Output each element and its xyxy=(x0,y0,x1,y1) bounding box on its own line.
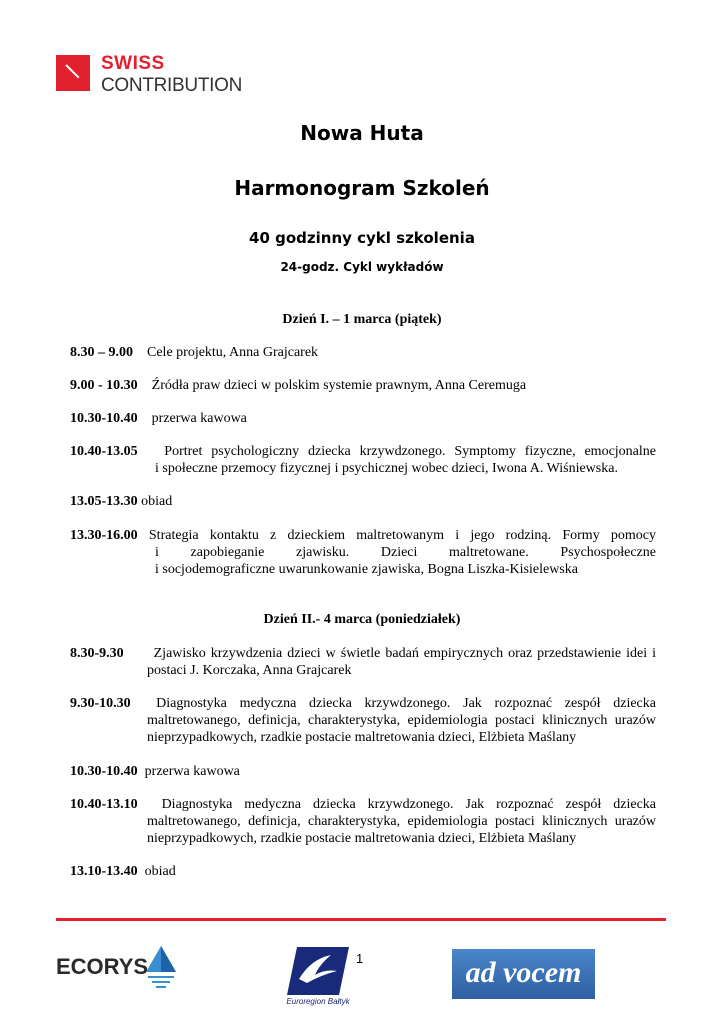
entry-text: nieprzypadkowych, rzadkie postacie maltretowania dzieci, Elżbieta Maślany xyxy=(147,831,577,846)
entry-text: przerwa kawowa xyxy=(151,411,247,426)
schedule-entry xyxy=(70,763,656,780)
entry-time: 9.30-10.30 xyxy=(70,696,131,711)
schedule-entry xyxy=(70,796,656,847)
schedule-entry xyxy=(70,695,656,746)
entry-text: Diagnostyka medyczna dziecka krzywdzonego. Jak rozpoznać zespół dziecka xyxy=(161,797,656,812)
entry-text: nieprzypadkowych, rzadkie postacie maltretowania dzieci, Elżbieta Maślany xyxy=(147,730,577,745)
schedule-entry xyxy=(70,863,656,880)
cycle-heading: 40 godzinny cykl szkolenia xyxy=(249,229,475,247)
entry-text: maltretowanego, definicja, charakterystyka, epidemiologia postaci klinicznych urazów xyxy=(147,814,656,829)
entry-text: obiad xyxy=(141,494,173,509)
euroregion-baltyk-logo-icon xyxy=(285,945,351,997)
entry-time: 9.00 - 10.30 xyxy=(70,378,138,393)
entry-text: Źródła praw dzieci w polskim systemie prawnym, Anna Ceremuga xyxy=(151,378,527,393)
entry-text: maltretowanego, definicja, charakterystyka, epidemiologia postaci klinicznych urazów xyxy=(147,713,656,728)
contribution-logo-text: CONTRIBUTION xyxy=(101,75,243,96)
entry-text: Cele projektu, Anna Grajcarek xyxy=(147,345,319,360)
ecorys-logo-text: ECORYS xyxy=(56,954,149,979)
entry-text: Portret psychologiczny dziecka krzywdzonego. Symptomy fizyczne, emocjonalne xyxy=(164,444,656,459)
entry-text: Zjawisko krzywdzenia dzieci w świetle badań empirycznych oraz przedstawienie idei i xyxy=(153,646,657,661)
schedule-entry xyxy=(70,645,656,679)
entry-text: i zapobieganie zjawisku. Dzieci maltretowane. Psychospołeczne xyxy=(155,545,656,560)
euroregion-logo-caption: Euroregion Bałtyk xyxy=(286,997,350,1006)
entry-time: 13.30-16.00 xyxy=(70,528,138,543)
lectures-heading: 24-godz. Cykl wykładów xyxy=(280,260,444,274)
schedule-entry xyxy=(70,344,656,361)
entry-time: 10.40-13.10 xyxy=(70,797,138,812)
entry-text: przerwa kawowa xyxy=(144,764,240,779)
ecorys-triangle-icon xyxy=(144,944,178,990)
schedule-entry xyxy=(70,410,656,427)
page-number: 1 xyxy=(356,951,364,966)
day2-heading: Dzień II.- 4 marca (poniedziałek) xyxy=(263,612,461,627)
footer-divider xyxy=(56,918,666,921)
document-subtitle: Harmonogram Szkoleń xyxy=(234,176,490,200)
entry-text: i socjodemograficzne uwarunkowanie zjawiska, Bogna Liszka-Kisielewska xyxy=(155,562,578,577)
entry-text: i społeczne przemocy fizycznej i psychicznej wobec dzieci, Iwona A. Wiśniewska. xyxy=(155,461,618,476)
entry-time: 10.30-10.40 xyxy=(70,764,138,779)
entry-text: Strategia kontaktu z dzieckiem maltretowanym i jego rodziną. Formy pomocy xyxy=(148,528,656,543)
entry-text: postaci J. Korczaka, Anna Grajcarek xyxy=(147,663,352,678)
entry-text: obiad xyxy=(144,864,176,879)
schedule-entry xyxy=(70,527,656,578)
entry-time: 10.40-13.05 xyxy=(70,444,138,459)
schedule-entry xyxy=(70,377,656,394)
advocem-logo-text: ad vocem xyxy=(465,956,582,989)
entry-time: 13.05-13.30 xyxy=(70,494,138,509)
entry-time: 8.30 – 9.00 xyxy=(70,345,133,360)
entry-time: 13.10-13.40 xyxy=(70,864,138,879)
schedule-entry xyxy=(70,493,656,510)
entry-text: Diagnostyka medyczna dziecka krzywdzonego. Jak rozpoznać zespół dziecka xyxy=(156,696,656,711)
swiss-logo-text: SWISS xyxy=(101,53,165,74)
entry-time: 10.30-10.40 xyxy=(70,411,138,426)
document-title: Nowa Huta xyxy=(300,121,424,145)
entry-time: 8.30-9.30 xyxy=(70,646,124,661)
day1-heading: Dzień I. – 1 marca (piątek) xyxy=(282,312,442,327)
schedule-entry xyxy=(70,443,656,477)
